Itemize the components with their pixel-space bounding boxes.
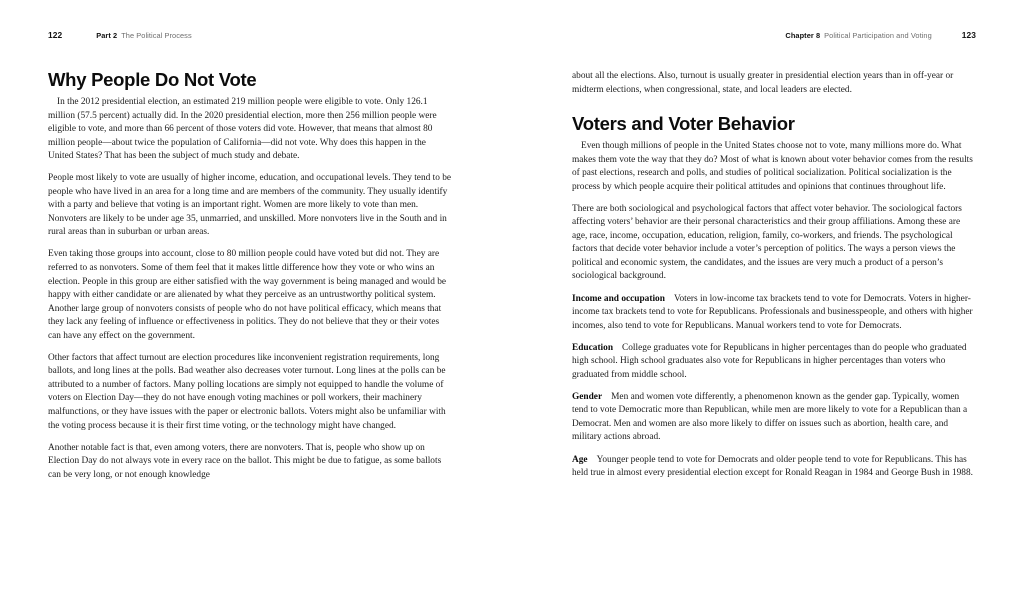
paragraph-continued: about all the elections. Also, turnout is usually greater in presidential election years than in off-year or midterm elections, when congressional, state, and local leaders are elected.: [572, 71, 954, 95]
paragraph: Even taking those groups into account, close to 80 million people could have voted but did not. They are referred to as nonvoters. Some of them feel that it makes little difference how they vote or who wins an election. People in this group are either satisfied with the way government is being managed and would be happy with either candidate or are alienated by what they perceive as an untrustworthy political system. Another large group of nonvoters consists of people who do not have political efficacy, which means that they lack any feeling of influence or effectiveness in politics. They do not believe that they or their votes can have any effect on the government.: [48, 249, 447, 341]
factor-paragraph-age: [572, 454, 976, 481]
factor-paragraph-gender: [572, 391, 976, 445]
paragraph: There are both sociological and psychological factors that affect voter behavior. The sociological factors affecting voters’ behavior are their personal characteristics and their group affiliations. Among these are age, race, income, occupation, education, religion, family, co-workers, and friends. The psychological factors that decide voter behavior include a voter’s perception of politics. The ways a person views the political and economic system, the candidates, and the issues are very much a product of a person’s sociological background.: [572, 203, 962, 282]
paragraph: Other factors that affect turnout are election procedures like inconvenient registration requirements, long ballots, and long lines at the polls. Bad weather also decreases voter turnout. Long lines at the polls can be attributed to a number of factors. Many polling locations are simply not equipped to handle the volume of voters on Election Day—they do not have enough voting machines or poll workers, their machinery malfunctions, or they have issues with the paper or electronic ballots. Voters might also be unfamiliar with the voting process because it is their first time voting, or the technology might have changed.: [48, 352, 446, 431]
factor-text: College graduates vote for Republicans in higher percentages than do people who graduated high school. High school graduates also vote for Republicans in higher percentages than voters who graduated from middle school.: [572, 342, 967, 380]
paragraph: In the 2012 presidential election, an estimated 219 million people were eligible to vote. Only 126.1 million (57.5 percent) actually did. In the 2020 presidential election, more then 256 million people were eligible to vote, and more than 66 percent of those voters did vote. However, that means that almost 80 million people—about twice the population of California—did not vote. Why does this happen in the United States? That has been the subject of much study and debate.: [48, 96, 437, 162]
left-column: [48, 70, 452, 482]
right-column: [572, 70, 976, 481]
run-in-heading: Income and occupation: [572, 293, 665, 304]
factor-paragraph-education: [572, 342, 976, 383]
running-head-chapter-label: Chapter 8: [785, 31, 821, 40]
running-head-left: [48, 30, 452, 44]
factor-text: Younger people tend to vote for Democrats and older people tend to vote for Republicans. This has held true in almost every presidential election except for Ronald Reagan in 1984 and George Bush in 1988.: [572, 454, 973, 479]
running-head-part-title: The Political Process: [121, 31, 192, 40]
paragraph: Another notable fact is that, even among voters, there are nonvoters. That is, people who show up on Election Day do not always vote in every race on the ballot. This might be due to fatigue, as some ballots can be very long, or not enough knowledge: [48, 442, 442, 480]
run-in-heading: Gender: [572, 391, 603, 402]
run-in-heading: Age: [572, 454, 588, 465]
factor-paragraph-income-and-occupation: [572, 293, 976, 334]
run-in-heading: Education: [572, 342, 614, 353]
paragraph: People most likely to vote are usually of higher income, education, and occupational levels. They tend to be people who have lived in an area for a long time and are members of the community. They usually identify with a party and believe that voting is an important right. Women are more likely to vote than men. Nonvoters are likely to be under age 35, unmarried, and unskilled. More nonvoters live in the South and in rural areas than in suburban or urban areas.: [48, 173, 452, 238]
running-head-chapter-title: Political Participation and Voting: [824, 31, 932, 40]
page-right: [512, 0, 1024, 612]
section-heading-voters-and-voter-behavior: Voters and Voter Behavior: [572, 113, 795, 135]
page-number-left: 122: [48, 30, 63, 40]
factor-text: Voters in low-income tax brackets tend to vote for Democrats. Voters in higher-income tax brackets tend to vote for Republicans. Professionals and businesspeople, and others with higher incomes, also tend to vote for Republicans. Manual workers tend to vote for Democrats.: [572, 293, 973, 331]
factor-text: Men and women vote differently, a phenomenon known as the gender gap. Typically, women tend to vote Democratic more than Republican, while men are more likely to vote for a Republican than a Democrat. Men and women are also more likely to differ on issues such as abortion, health care, and military actions abroad.: [572, 391, 968, 443]
running-head-right: [572, 30, 976, 44]
running-head-part-label: Part 2: [96, 31, 118, 40]
page-number-right: 123: [961, 30, 976, 40]
section-heading-why-people-do-not-vote: Why People Do Not Vote: [48, 69, 257, 90]
paragraph: Even though millions of people in the United States choose not to vote, many millions more do. What makes them vote the way that they do? Most of what is known about voter behavior comes from the results of past elections, research and polls, and studies of political socialization. Political socialization is the process by which people acquire their political attitudes and opinions that continues throughout life.: [572, 141, 973, 192]
